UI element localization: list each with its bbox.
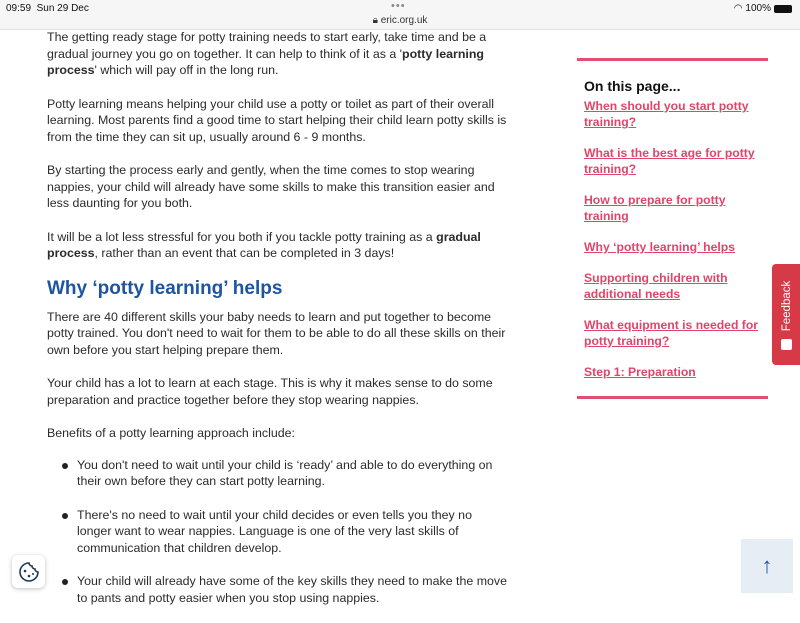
- paragraph: The getting ready stage for potty training needs to start early, take time and be a gradual journey you go on together. It can help to think of it as a 'potty learning process' which will pay off in the long run.: [47, 30, 487, 77]
- paragraph: Potty learning means helping your child use a potty or toilet as part of their overall learning. Most parents find a good time to start helping their child learn potty skills is from the time they can sit up, usually around 6 - 9 months.: [47, 96, 507, 144]
- cookie-settings-button[interactable]: [12, 555, 45, 588]
- date: Sun 29 Dec: [36, 3, 89, 14]
- feedback-button[interactable]: [772, 264, 800, 365]
- paragraph: Your child has a lot to learn at each stage. This is why it makes sense to do some preparation and practice together before they stop wearing nappies.: [47, 376, 493, 407]
- toc-link[interactable]: Supporting children with additional needs: [584, 271, 728, 301]
- section-heading: Why ‘potty learning’ helps: [47, 277, 283, 299]
- list-item: You don't need to wait until your child is ‘ready’ and able to do everything on their own before they can start potty learning.: [47, 457, 509, 490]
- paragraph: There are 40 different skills your baby needs to learn and put together to become potty trained. You don't need to wait for them to be able to do all these skills on their own before you start helping prepare them.: [47, 309, 506, 357]
- battery-icon: [774, 5, 792, 13]
- lock-icon: 🔒︎: [372, 15, 378, 26]
- list-item: Your child will already have some of the key skills they need to make the move to pants and potty easier when you stop using nappies.: [47, 573, 509, 606]
- toc-link[interactable]: How to prepare for potty training: [584, 193, 726, 223]
- toc-link[interactable]: Why ‘potty learning’ helps: [584, 240, 736, 254]
- back-to-top-button[interactable]: [741, 539, 793, 593]
- toc-link[interactable]: When should you start potty training?: [584, 99, 749, 129]
- url-bar[interactable]: [0, 15, 800, 26]
- paragraph: By starting the process early and gently, when the time comes to stop wearing nappies, your child will already have some skills to make this transition easier and less daunting for you both.: [47, 163, 495, 210]
- status-time-date: [6, 3, 89, 14]
- benefits-list: [47, 457, 509, 607]
- feedback-label: Feedback: [781, 280, 793, 332]
- battery-percent: 100%: [745, 3, 771, 14]
- list-item: There's no need to wait until your child decides or even tells you they no longer want to wear nappies. Language is one of the very last skills of communication that children develop.: [47, 507, 509, 557]
- arrow-up-icon: ↑: [761, 553, 773, 578]
- smiley-icon: [781, 339, 792, 350]
- cookie-icon: [18, 561, 40, 583]
- paragraph: Benefits of a potty learning approach include:: [47, 426, 295, 440]
- status-bar: [0, 0, 800, 30]
- on-this-page-nav: [577, 58, 768, 399]
- wifi-icon: ◠: [733, 3, 743, 14]
- toc-link[interactable]: What equipment is needed for potty training?: [584, 318, 759, 348]
- article-content: [47, 29, 509, 623]
- paragraph: It will be a lot less stressful for you both if you tackle potty training as a gradual process, rather than an event that can be completed in 3 days!: [47, 229, 481, 260]
- time: 09:59: [6, 3, 32, 14]
- url-text: eric.org.uk: [380, 15, 428, 26]
- toc-link[interactable]: What is the best age for potty training?: [584, 146, 755, 176]
- toc-title: On this page...: [584, 78, 681, 94]
- toc-link[interactable]: Step 1: Preparation: [584, 365, 696, 379]
- more-dots-icon[interactable]: •••: [391, 0, 406, 12]
